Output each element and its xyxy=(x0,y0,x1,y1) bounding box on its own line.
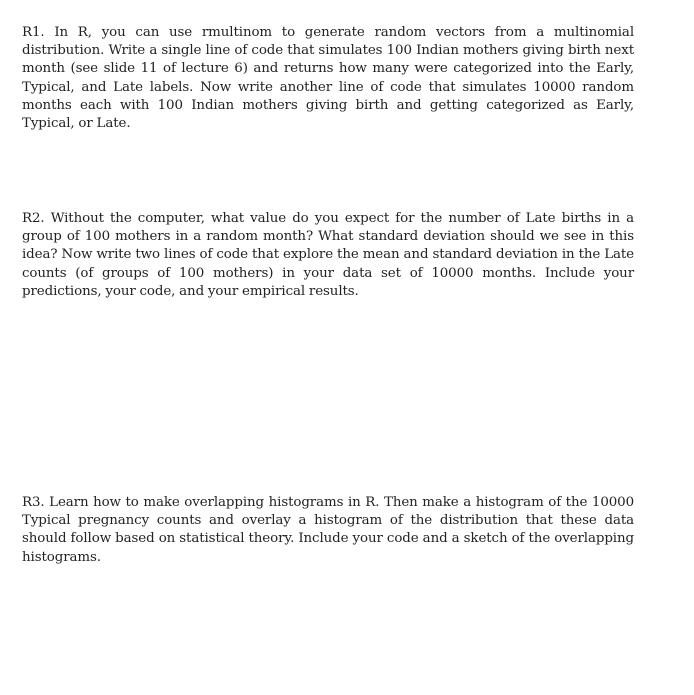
problem-r1: R1. In R, you can use rmultinom to generate random vectors from a multinomial distribution. Write a single line of code that simulates 100 Indian mothers giving birth next month (see slide 11 of lecture 6) and returns how many were categorized into the Early, Typical, and Late labels. Now write another line of code that simulates 10000 random months each with 100 Indian mothers giving birth and getting categorized as Early, Typical, or Late. xyxy=(22,25,634,132)
problem-r3: R3. Learn how to make overlapping histograms in R. Then make a histogram of the 10000 Typical pregnancy counts and overlay a histogram of the distribution that these data should follow based on statistical theory. Include your code and a sketch of the overlapping histograms. xyxy=(22,495,634,565)
problem-r2: R2. Without the computer, what value do you expect for the number of Late births in a group of 100 mothers in a random month? What standard deviation should we see in this idea? Now write two lines of code that explore the mean and standard deviation in the Late counts (of groups of 100 mothers) in your data set of 10000 months. Include your predictions, your code, and your empirical results. xyxy=(22,211,634,299)
